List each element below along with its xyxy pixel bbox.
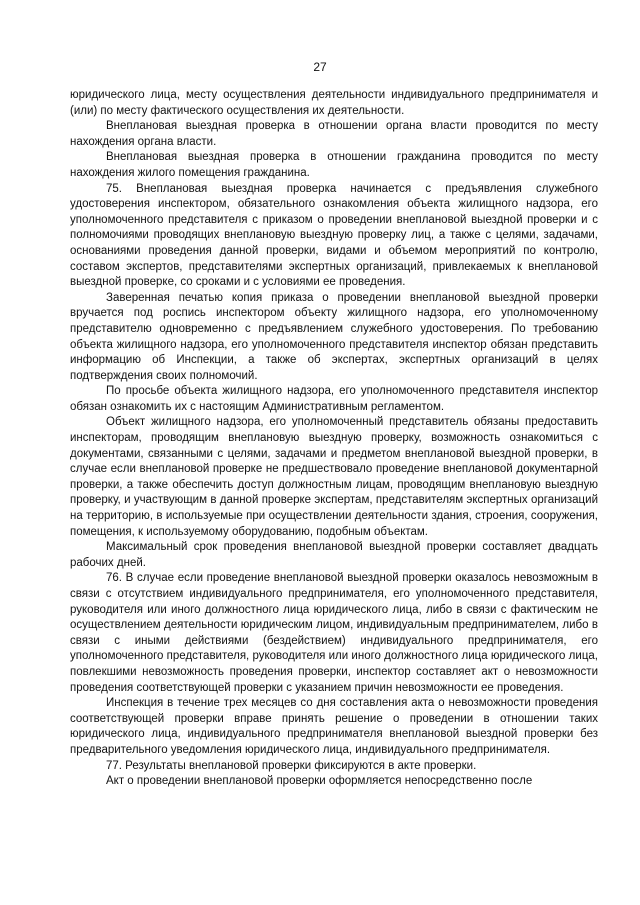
paragraph: 77. Результаты внеплановой проверки фиксируются в акте проверки. bbox=[106, 759, 477, 772]
paragraph: Инспекция в течение трех месяцев со дня составления акта о невозможности проведения соответствующей проверки вправе принять решение о проведении в отношении таких юридического лица, индивидуального предпринимателя внеплановой выездной проверки без предварительного уведомления юридического лица, индивидуального предпринимателя. bbox=[70, 697, 598, 756]
paragraph: юридического лица, месту осуществления деятельности индивидуального предпринимателя и (или) по месту фактического осуществления их деятельности. bbox=[70, 89, 598, 117]
paragraph: По просьбе объекта жилищного надзора, его уполномоченного представителя инспектор обязан ознакомить их с настоящим Административным регламентом. bbox=[70, 385, 598, 413]
paragraph: 75. Внеплановая выездная проверка начинается с предъявления служебного удостоверения инспектором, обязательного ознакомления объекта жилищного надзора, его уполномоченного представителя с приказом о проведении внеплановой выездной проверки и с полномочиями проводящих внеплановую выездную проверку лиц, а также с целями, задачами, основаниями проведения данной проверки, видами и объемом мероприятий по контролю, составом экспертов, представителями экспертных организаций, привлекаемых к внеплановой выездной проверке, со сроками и с условиями ее проведения. bbox=[70, 182, 598, 289]
page-number: 27 bbox=[313, 60, 327, 74]
paragraph: Внеплановая выездная проверка в отношении гражданина проводится по месту нахождения жилого помещения гражданина. bbox=[70, 151, 598, 179]
paragraph: Максимальный срок проведения внеплановой выездной проверки составляет двадцать рабочих дней. bbox=[70, 541, 598, 569]
paragraph: Внеплановая выездная проверка в отношении органа власти проводится по месту нахождения органа власти. bbox=[70, 120, 598, 148]
paragraph: Акт о проведении внеплановой проверки оформляется непосредственно после bbox=[106, 775, 533, 788]
paragraph: Объект жилищного надзора, его уполномоченный представитель обязаны предоставить инспекторам, проводящим внеплановую выездную проверку, возможность ознакомиться с документами, связанными с целями, задачами и предметом внеплановой выездной проверки, в случае если внеплановой проверке не предшествовало проведение внеплановой документарной проверки, а также обеспечить доступ должностным лицам, проводящим внеплановую выездную проверку, и участвующим в данной проверке экспертам, представителям экспертных организаций на территорию, в используемые при осуществлении деятельности здания, строения, сооружения, помещения, к используемому оборудованию, подобным объектам. bbox=[70, 416, 598, 538]
page-body bbox=[70, 88, 598, 790]
paragraph: 76. В случае если проведение внеплановой выездной проверки оказалось невозможным в связи с отсутствием индивидуального предпринимателя, его уполномоченного представителя, руководителя или иного должностного лица юридического лица, либо в связи с фактическим не осуществлением деятельности юридическим лицом, индивидуальным предпринимателем, либо в связи с иными действиями (бездействием) индивидуального предпринимателя, его уполномоченного представителя, руководителя или иного должностного лица юридического лица, повлекшими невозможность проведения проверки, инспектор составляет акт о невозможности проведения соответствующей проверки с указанием причин невозможности ее проведения. bbox=[70, 572, 598, 694]
paragraph: Заверенная печатью копия приказа о проведении внеплановой выездной проверки вручается под роспись инспектором объекту жилищного надзора, его уполномоченному представителю одновременно с предъявлением служебного удостоверения. По требованию объекта жилищного надзора, его уполномоченного представителя инспектор обязан представить информацию об Инспекции, а также об экспертах, экспертных организаций в целях подтверждения своих полномочий. bbox=[70, 291, 598, 382]
